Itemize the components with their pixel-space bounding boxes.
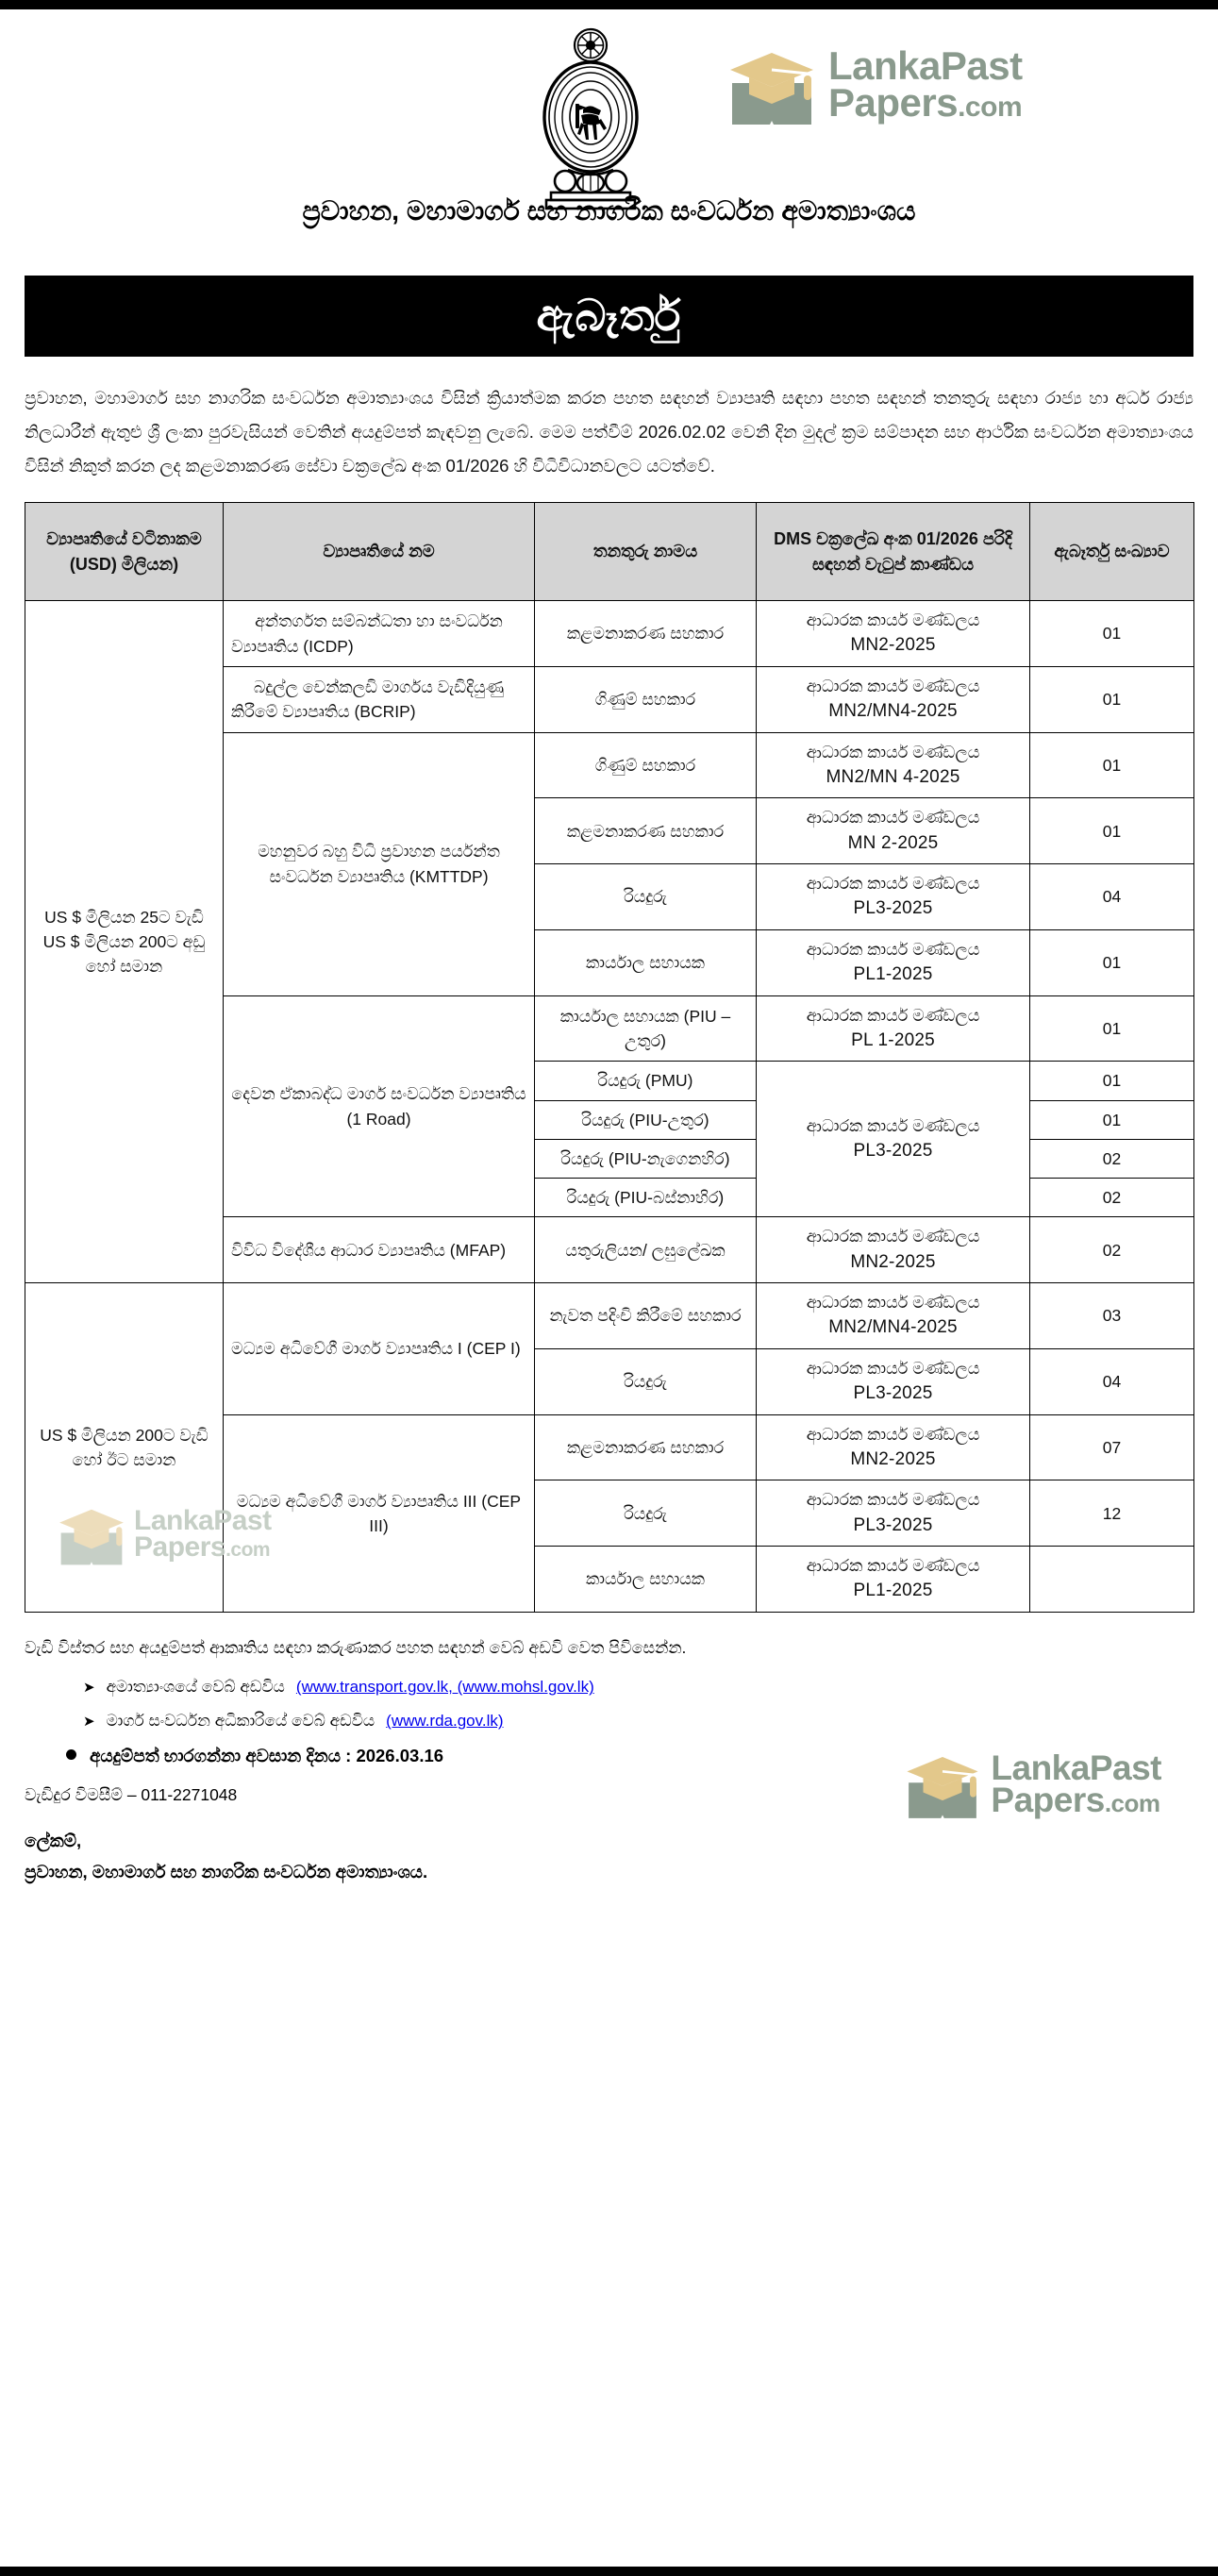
header-project-name: ව්‍යාපෘතියේ නම — [224, 503, 535, 601]
vacancy-count-cell: 01 — [1030, 798, 1194, 864]
banner-title: ඇබෑර්තු — [536, 291, 682, 340]
footer-lead-text: වැඩි විස්තර සහ අයදුම්පත් ආකෘතිය සඳහා කරුණාකර පහත සඳහන් වෙබ් අඩවි වෙත පිවිසෙන්න. — [25, 1637, 687, 1657]
lankapastpapers-watermark-footer — [904, 1747, 1161, 1822]
project-name-cell: අන්තර්ගත සම්බන්ධතා හා සංවර්ධන ව්‍යාපෘතිය (ICDP) — [224, 601, 535, 667]
graduation-cap-book-icon — [726, 42, 817, 128]
salary-code-cell: ආධාරක කාර්ය මණ්ඩලය MN2/MN 4-2025 — [757, 732, 1030, 798]
salary-code-cell: ආධාරක කාර්ය මණ්ඩලය PL3-2025 — [757, 1348, 1030, 1414]
ministry-website-link[interactable]: (www.transport.gov.lk, (www.mohsl.gov.lk) — [295, 1678, 594, 1697]
salary-code-cell: ආධාරක කාර්ය මණ්ඩලය PL 1-2025 — [757, 995, 1030, 1062]
project-value-cell: US $ මිලියන 200ට වැඩි හෝ ඊට සමාන — [25, 1283, 224, 1613]
intro-paragraph: ප්‍රවාහන, මහාමාර්ග සහ නාගරික සංවර්ධන අමාත්‍යාංශය විසින් ක්‍රියාත්මක කරන පහත සඳහන් ව්‍යාපෘති සඳහා පහත සඳහන් තනතුරු සඳහා රාජ්‍ය හා අර්ධ රාජ්‍ය නිලධාරීන් ඇතුළු ශ්‍රී ලංකා පුරවැසියන් වෙතින් අයදුම්පත් කැඳවනු ලැබේ. මෙම පත්වීම් 2026.02.02 වෙනි දින මුදල් ක්‍රම සම්පාදන සහ ආර්ථික සංවර්ධන අමාත්‍යාංශය විසින් නිකුත් කරන ලද කළමනාකරණ සේවා චක්‍රලේඛ අංක 01/2026 හි විධිවිධානවලට යටත්වේ. — [25, 388, 1193, 477]
post-name-cell: කළමනාකරණ සහකාර — [535, 798, 757, 864]
vacancy-count-cell: 01 — [1030, 666, 1194, 732]
salary-code-cell: ආධාරක කාර්ය මණ්ඩලය PL3-2025 — [757, 1062, 1030, 1217]
header-post-name: තනතුරු නාමය — [535, 503, 757, 601]
vacancy-banner — [25, 276, 1193, 357]
dot-bullet-icon — [66, 1749, 76, 1760]
graduation-cap-book-icon — [904, 1747, 981, 1822]
salary-code-cell: ආධාරක කාර්ය මණ්ඩලය PL1-2025 — [757, 1547, 1030, 1613]
brand-line-2: Papers.com — [828, 80, 1023, 125]
post-name-cell: රියදුරු — [535, 1348, 757, 1414]
ministry-title: ප්‍රවාහන, මහාමාර්ග සහ නාගරික සංවර්ධන අමාත්‍යාංශය — [302, 196, 916, 226]
lankapastpapers-watermark-header — [726, 42, 1023, 128]
brand-line-1: LankaPast — [828, 43, 1023, 89]
post-name-cell: කාර්යාල සහායක (PIU – උතුර) — [535, 995, 757, 1062]
project-name-cell: විවිධ විදේශීය ආධාර ව්‍යාපෘතිය (MFAP) — [224, 1217, 535, 1283]
arrow-bullet-icon: ➤ — [83, 1714, 95, 1731]
vacancy-count-cell: 01 — [1030, 929, 1194, 995]
project-name-cell: මහනුවර බහු විධි ප්‍රවාහන පර්යන්ත සංවර්ධන ව්‍යාපෘතිය (KMTTDP) — [224, 732, 535, 995]
salary-code-cell: ආධාරක කාර්ය මණ්ඩලය PL3-2025 — [757, 864, 1030, 930]
table-header-row — [25, 503, 1194, 601]
project-value-cell: US $ මිලියන 25ට වැඩි US $ මිලියන 200ට අඩු හෝ සමාන — [25, 601, 224, 1283]
vacancy-count-cell: 07 — [1030, 1414, 1194, 1480]
vacancy-count-cell: 04 — [1030, 1348, 1194, 1414]
post-name-cell: කළමනාකරණ සහකාර — [535, 601, 757, 667]
salary-code-cell: ආධාරක කාර්ය මණ්ඩලය MN2/MN4-2025 — [757, 666, 1030, 732]
post-name-cell: රියදුරු — [535, 864, 757, 930]
salary-code-cell: ආධාරක කාර්ය මණ්ඩලය PL3-2025 — [757, 1480, 1030, 1547]
header-project-value: ව්‍යාපෘතියේ වටිනාකම (USD) මිලියන) — [25, 503, 224, 601]
vacancy-count-cell: 03 — [1030, 1283, 1194, 1349]
post-name-cell: කාර්යාල සහායක — [535, 929, 757, 995]
vacancy-count-cell: 12 — [1030, 1480, 1194, 1547]
signature-organisation: ප්‍රවාහන, මහාමාර්ග සහ නාගරික සංවර්ධන අමාත්‍යාංශය. — [25, 1861, 428, 1882]
vacancy-count-cell — [1030, 1547, 1194, 1613]
project-name-cell: මධ්‍යම අධිවේගී මාර්ග ව්‍යාපෘතිය I (CEP I) — [224, 1283, 535, 1415]
contact-phone: වැඩිදුර විමසීම් – 011-2271048 — [25, 1785, 238, 1805]
brand-wordmark — [828, 43, 1023, 125]
footer-link-row-ministry — [83, 1678, 1193, 1697]
post-name-cell: කළමනාකරණ සහකාර — [535, 1414, 757, 1480]
sri-lanka-national-emblem-icon — [534, 23, 647, 211]
brand-line-2: Papers.com — [991, 1780, 1160, 1819]
document-header — [0, 9, 1218, 264]
rda-website-link[interactable]: (www.rda.gov.lk) — [386, 1712, 504, 1731]
post-name-cell: ගිණුම් සහකාර — [535, 732, 757, 798]
post-name-cell: රියදුරු (PMU) — [535, 1062, 757, 1100]
salary-code-cell: ආධාරක කාර්ය මණ්ඩලය MN2/MN4-2025 — [757, 1283, 1030, 1349]
post-name-cell: කාර්යාල සහායක — [535, 1547, 757, 1613]
post-name-cell: රියදුරු (PIU-උතුර) — [535, 1100, 757, 1139]
post-name-cell: යතුරුලියන/ ලඝුලේඛක — [535, 1217, 757, 1283]
signature-block — [25, 1826, 1193, 1887]
vacancy-count-cell: 02 — [1030, 1179, 1194, 1217]
footer-link-row-rda — [83, 1712, 1193, 1731]
signature-title: ලේකම්, — [25, 1831, 82, 1851]
post-name-cell: ගිණුම් සහකාර — [535, 666, 757, 732]
vacancy-count-cell: 01 — [1030, 1062, 1194, 1100]
brand-wordmark — [991, 1748, 1161, 1819]
arrow-bullet-icon: ➤ — [83, 1680, 95, 1697]
footer-link-label-rda: මාර්ග සංවර්ධන අධිකාරියේ වෙබ් අඩවිය — [106, 1712, 375, 1731]
salary-code-cell: ආධාරක කාර්ය මණ්ඩලය MN 2-2025 — [757, 798, 1030, 864]
vacancy-count-cell: 01 — [1030, 601, 1194, 667]
table-row — [25, 601, 1194, 667]
bottom-black-rule — [0, 2567, 1218, 2576]
post-name-cell: රියදුරු (PIU-බස්නාහිර) — [535, 1179, 757, 1217]
top-black-rule — [0, 0, 1218, 9]
vacancy-count-cell: 04 — [1030, 864, 1194, 930]
vacancy-count-cell: 01 — [1030, 1100, 1194, 1139]
project-name-cell: බදුල්ල චෙන්කලඩි මාර්ගය වැඩිදියුණු කිරීමේ ව්‍යාපෘතිය (BCRIP) — [224, 666, 535, 732]
salary-code-cell: ආධාරක කාර්ය මණ්ඩලය MN2-2025 — [757, 1414, 1030, 1480]
vacancy-count-cell: 02 — [1030, 1217, 1194, 1283]
header-vacancy-count: ඇබෑර්තු සංඛ්‍යාව — [1030, 503, 1194, 601]
brand-line-2: Papers.com — [134, 1531, 271, 1563]
vacancy-count-cell: 01 — [1030, 732, 1194, 798]
vacancy-table — [25, 502, 1194, 1613]
post-name-cell: නැවත පදිංචි කිරීමේ සහකාර — [535, 1283, 757, 1349]
header-salary-code: DMS චක්‍රලේඛ අංක 01/2026 පරිදි සඳහන් වැටුප් කාණ්ඩය — [757, 503, 1030, 601]
document-footer — [25, 1633, 1193, 1887]
vacancy-table-body — [25, 601, 1194, 1613]
post-name-cell: රියදුරු — [535, 1480, 757, 1547]
project-name-cell: මධ්‍යම අධිවේගී මාර්ග ව්‍යාපෘතිය III (CEP III) — [224, 1414, 535, 1612]
application-deadline: අයදුම්පත් භාරගන්නා අවසාන දිනය : 2026.03.16 — [90, 1746, 444, 1766]
footer-link-label-ministry: අමාත්‍යාංශයේ වෙබ් අඩවිය — [106, 1678, 285, 1697]
project-name-cell: දෙවන ඒකාබද්ධ මාර්ග සංවර්ධන ව්‍යාපෘතිය (1 Road) — [224, 995, 535, 1217]
salary-code-cell: ආධාරක කාර්ය මණ්ඩලය MN2-2025 — [757, 601, 1030, 667]
brand-line-1: LankaPast — [991, 1748, 1161, 1787]
brand-line-1: LankaPast — [134, 1505, 272, 1537]
salary-code-cell: ආධාරක කාර්ය මණ්ඩලය MN2-2025 — [757, 1217, 1030, 1283]
vacancy-count-cell: 01 — [1030, 995, 1194, 1062]
salary-code-cell: ආධාරක කාර්ය මණ්ඩලය PL1-2025 — [757, 929, 1030, 995]
table-row — [25, 1283, 1194, 1349]
post-name-cell: රියදුරු (PIU-නැගෙනහිර) — [535, 1139, 757, 1178]
vacancy-count-cell: 02 — [1030, 1139, 1194, 1178]
